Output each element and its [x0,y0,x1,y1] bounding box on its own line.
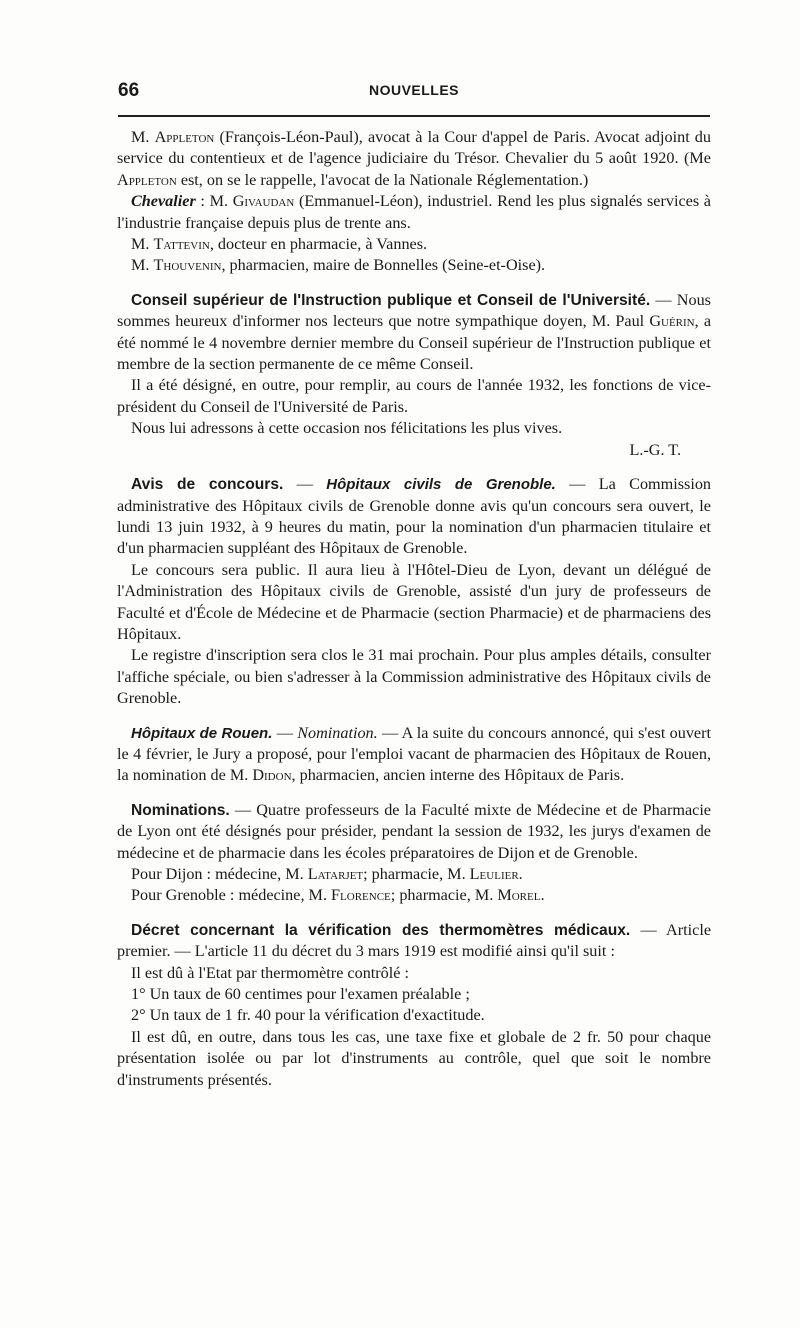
rouen-section [117,723,711,787]
text: Pour Dijon : médecine, M. [131,865,308,883]
section-heading: Conseil supérieur de l'Instruction publique et Conseil de l'Université. [131,291,651,309]
person-name: Thouvenin [153,256,222,275]
section-subheading: Nomination. [297,723,378,742]
person-name: Appleton [117,170,177,189]
person-name: Latarjet [307,865,364,883]
text: , pharmacien, ancien interne des Hôpitaux de Paris. [291,766,625,785]
text: — [283,475,327,494]
running-title: NOUVELLES [368,82,460,98]
text: . [518,865,523,883]
text: — Nous sommes heureux d'informer nos lecteurs que notre sympathique doyen, M. Paul [117,290,711,331]
section-heading: Avis de concours. [131,476,284,494]
article-body [117,127,711,1091]
text: — A la suite du concours annoncé, qui s'est ouvert le 4 février, le Jury a proposé, pour l'emploi vacant de pharmacien des Hôpitaux de Rouen, la nomination de M. [117,723,711,785]
text: — La Commission administrative des Hôpitaux civils de Grenoble donne avis qu'un concours sera ouvert, le lundi 13 juin 1932, à 9 heures du matin, pour la nomination d'un pharmacien titulaire et d'un pharmacien suppléant des Hôpitaux de Grenoble. [117,475,712,558]
person-name: Morel [497,886,541,905]
paragraph: 2° Un taux de 1 fr. 40 pour la vérification d'exactitude. [131,1006,485,1025]
text: — [272,723,298,742]
thouvenin-entry [117,255,711,276]
tattevin-entry [117,234,711,255]
concours-section [117,474,711,560]
section-heading: Nominations. [131,801,230,819]
paragraph: 1° Un taux de 60 centimes pour l'examen préalable ; [131,985,470,1004]
text: (Emmanuel-Léon), industriel. Rend les plus signalés services à l'industrie française depuis plus de trente ans. [117,192,711,232]
text: — Article premier. — L'article 11 du décret du 3 mars 1919 est modifié ainsi qu'il suit : [117,920,711,961]
text: — Quatre professeurs de la Faculté mixte de Médecine et de Pharmacie de Lyon ont été désignés pour présider, pendant la session de 1932, les jurys d'examen de médecine et de pharmacie dans les écoles préparatoires de Dijon et de Grenoble. [117,800,711,862]
paragraph: Il est dû, en outre, dans tous les cas, une taxe fixe et globale de 2 fr. 50 pour chaque présentation isolée ou par lot d'instruments au contrôle, quel que soit le nombre d'instruments présentés. [117,1027,711,1089]
text: : M. [195,192,233,211]
section-heading: Décret concernant la vérification des thermomètres médicaux. [131,921,631,939]
section-subheading: Hôpitaux civils de Grenoble. [326,476,556,494]
paragraph: Il est dû à l'Etat par thermomètre contrôlé : [131,963,410,982]
paragraph: Nous lui adressons à cette occasion nos félicitations les plus vives. [131,419,563,438]
person-name: Leulier [469,865,519,883]
paragraph: Il a été désigné, en outre, pour remplir, au cours de l'année 1932, les fonctions de vice-président du Conseil de l'Université de Paris. [117,376,711,416]
text: M. [131,256,154,275]
text: est, on se le rappelle, l'avocat de la Nationale Réglementation.) [176,170,589,189]
person-name: Didon [252,766,292,785]
person-name: Tattevin [153,235,210,254]
section-heading: Hôpitaux de Rouen. [131,724,273,742]
paragraph: Le registre d'inscription sera clos le 31 mai prochain. Pour plus amples détails, consulter l'affiche spéciale, ou bien s'adresser à la Commission administrative des Hôpitaux civils de Grenoble. [117,646,711,708]
appleton-entry [117,127,711,191]
text: , a été nommé le 4 novembre dernier membre du Conseil supérieur de l'Instruction publique et membre de la section permanente de ce même Conseil. [117,312,712,374]
person-name: Appleton [154,128,215,146]
header-rule [118,115,710,117]
person-name: Guérin [649,312,695,331]
page-header [118,80,710,106]
conseil-section [117,290,711,376]
person-name: Givaudan [232,192,295,211]
text: ; pharmacie, M. [390,886,498,905]
text: . [540,886,545,905]
paragraph: Le concours sera public. Il aura lieu à l'Hôtel-Dieu de Lyon, devant un délégué de l'Administration des Hôpitaux civils de Grenoble, assisté d'un jury de professeurs de Faculté et d'École de Médecine et de Pharmacie (section Pharmacie) et de pharmaciens des Hôpitaux. [117,560,711,643]
signature: L.-G. T. [629,440,681,459]
text: , docteur en pharmacie, à Vannes. [209,235,428,254]
text: M. [131,235,154,254]
dijon-line [117,864,711,885]
text: M. [131,128,155,146]
person-name: Florence [331,886,391,905]
text: Pour Grenoble : médecine, M. [131,886,332,905]
text: ; pharmacie, M. [363,865,470,883]
text: (François-Léon-Paul), avocat à la Cour d'appel de Paris. Avocat adjoint du service du contentieux et de l'agence judiciaire du Trésor. Chevalier du 5 août 1920. (Me [117,128,711,168]
grenoble-line [117,885,711,906]
nominations-section [117,800,711,864]
chevalier-entry [117,191,711,234]
decret-section [117,920,711,963]
text: , pharmacien, maire de Bonnelles (Seine-et-Oise). [221,256,546,275]
chevalier-label: Chevalier [131,192,196,211]
page-number: 66 [118,80,140,101]
